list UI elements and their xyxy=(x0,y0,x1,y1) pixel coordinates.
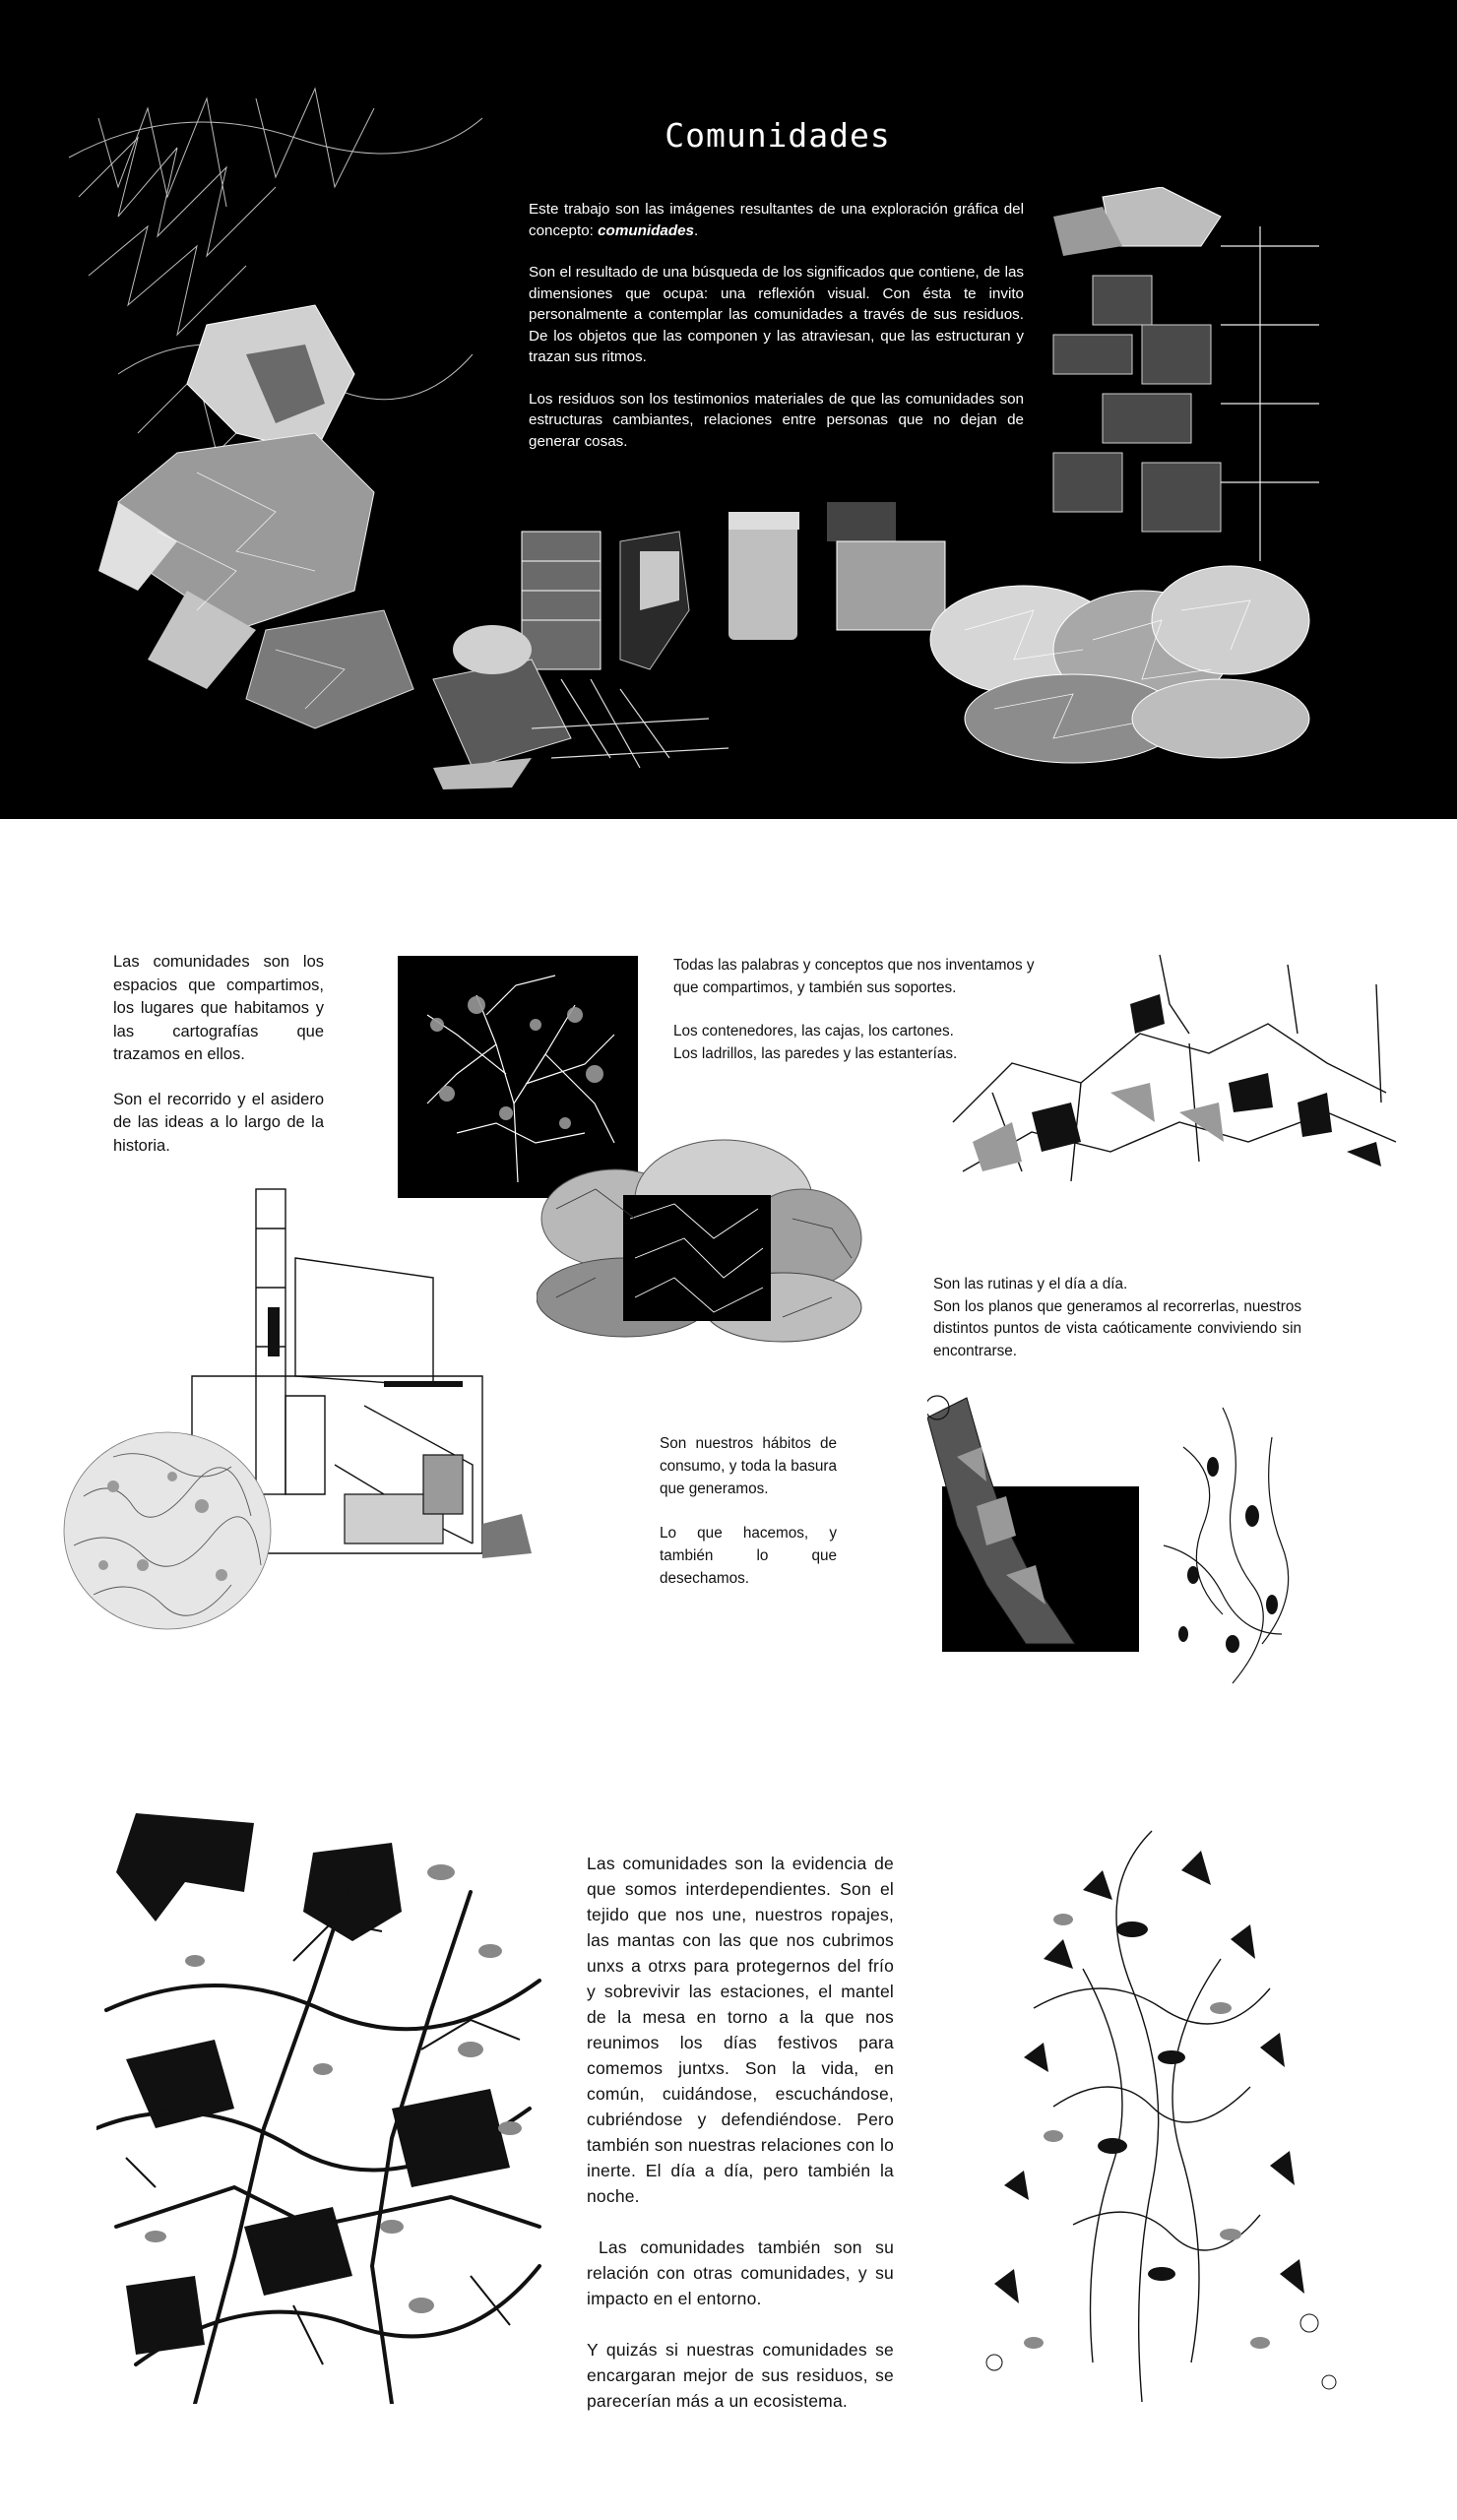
debris-heap-line-illustration xyxy=(933,945,1406,1211)
interdependence-paragraph-2: Las comunidades también son su relación con otras comunidades, y su impacto en el entorno. xyxy=(587,2237,894,2308)
hero-paragraph-1 xyxy=(529,199,1024,241)
interdependence-paragraph-3: Y quizás si nuestras comunidades se encargaran mejor de sus residuos, se parecerían más a un ecosistema. xyxy=(587,2340,894,2411)
gray-bush-illustration xyxy=(54,1418,281,1644)
habits-paragraph-1: Son nuestros hábitos de consumo, y toda la basura que generamos. xyxy=(660,1435,837,1497)
interdependence-paragraph-1: Las comunidades son la evidencia de que somos interdependientes. Son el tejido que nos une, nuestros ropajes, las mantas con las que nos cubrimos unxs a otrxs para protegernos del frío y sobrevivir las estaciones, el mantel de la mesa en torno a la que nos reunimos los días festivos para comemos juntxs. Son la vida, en común, cuidándose, escuchándose, cubriéndose y defendiéndose. Pero también son nuestras relaciones con lo inerte. El día a día, pero también la noche. xyxy=(587,1854,894,2206)
leafy-plant-illustration xyxy=(935,1811,1368,2402)
routines-line-1: Son las rutinas y el día a día. xyxy=(933,1276,1128,1292)
rubble-black-square-illustration xyxy=(927,1388,1341,1703)
spaces-paragraph-2: Son el recorrido y el asidero de las ideas a lo largo de la historia. xyxy=(113,1090,324,1155)
hero-section xyxy=(0,0,1457,819)
hero-paragraph-2: Son el resultado de una búsqueda de los significados que contiene, de las dimensiones que ocupa: una reflexión visual. Con ésta te invito personalmente a contemplar las comunidades a través de sus residuos. De los objetos que las componen y las atraviesan, que las estructuran y trazan sus ritmos. xyxy=(529,264,1024,365)
spaces-paragraph-1: Las comunidades son los espacios que compartimos, los lugares que habitamos y las cartografías que trazamos en ellos. xyxy=(113,953,324,1063)
page-title: Comunidades xyxy=(665,116,891,155)
routines-line-2: Son los planos que generamos al recorrerlas, nuestros distintos puntos de vista caóticamente conviviendo sin encontrarse. xyxy=(933,1297,1301,1359)
text-block-interdependence xyxy=(587,1851,894,2439)
words-line-containers: Los contenedores, las cajas, los cartones. xyxy=(673,1023,954,1040)
hero-intro-suffix: . xyxy=(694,221,699,239)
text-block-habits xyxy=(660,1432,837,1611)
hero-paragraph-3: Los residuos son los testimonios materiales de que las comunidades son estructuras cambiantes, relaciones entre personas que no dejan de generar cosas. xyxy=(529,390,1024,450)
hero-intro-emphasis: comunidades xyxy=(598,221,694,239)
hero-centre-objects-illustration xyxy=(413,482,965,797)
dense-branches-illustration xyxy=(96,1813,551,2404)
text-block-spaces xyxy=(113,951,324,1179)
text-block-routines xyxy=(933,1274,1301,1362)
habits-paragraph-2: Lo que hacemos, y también lo que desechamos. xyxy=(660,1525,837,1587)
hero-intro-prefix: Este trabajo son las imágenes resultantes de una exploración gráfica del concepto: xyxy=(529,201,1024,239)
words-line-bricks: Los ladrillos, las paredes y las estanterías. xyxy=(673,1044,958,1062)
words-paragraph-1: Todas las palabras y conceptos que nos inventamos y que compartimos, y también sus soportes. xyxy=(673,957,1035,996)
hero-intro-text xyxy=(529,199,1024,472)
